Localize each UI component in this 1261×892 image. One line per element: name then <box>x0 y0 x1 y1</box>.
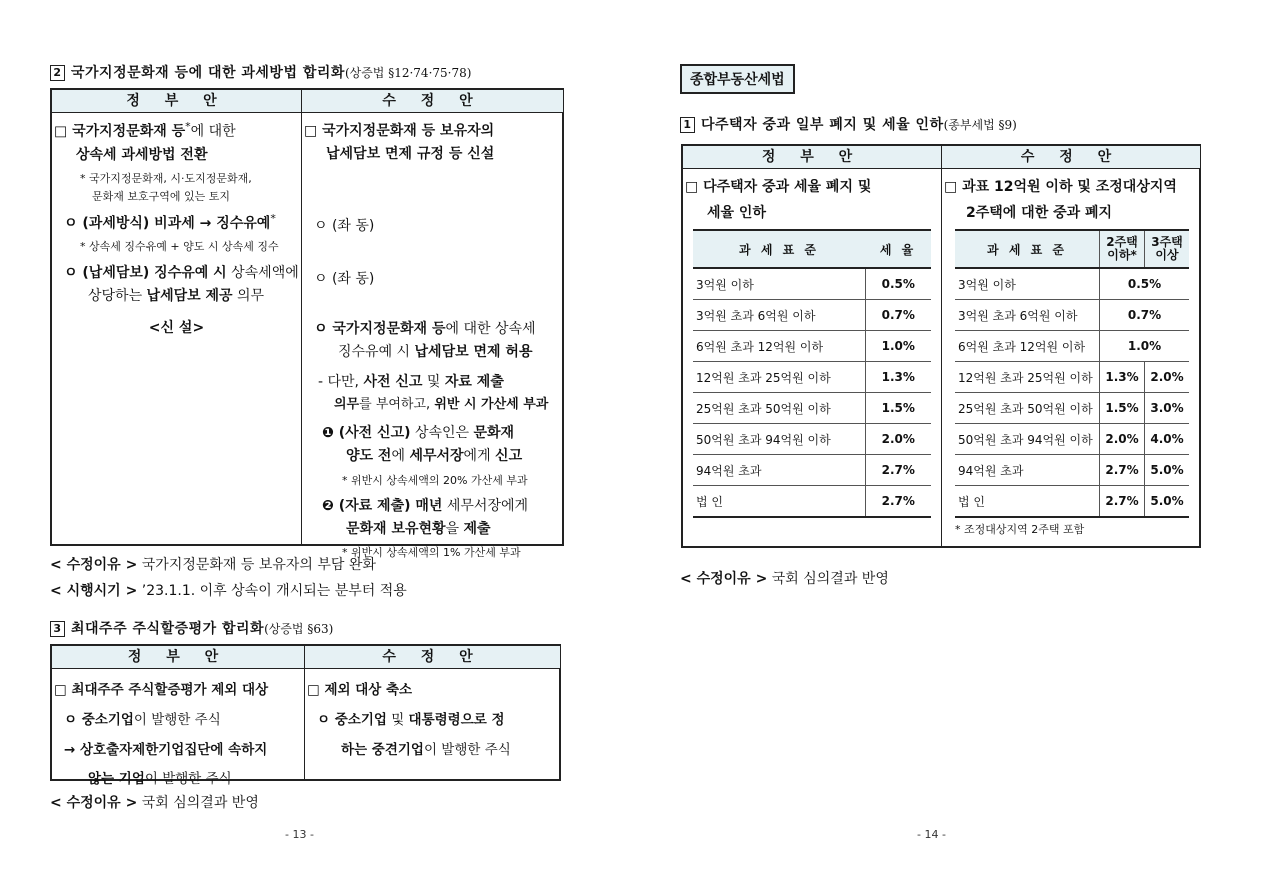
rate-cell: 5.0% <box>1145 486 1189 518</box>
section-1-title: 1 다주택자 중과 일부 폐지 및 세율 인하(종부세법 §9) <box>680 114 1017 134</box>
table-row <box>693 424 931 455</box>
table-row <box>693 268 931 300</box>
tax-base-cell: 법 인 <box>955 486 1100 518</box>
rev-table-note: * 조정대상지역 2주택 포함 <box>955 523 1085 536</box>
rate-cell: 1.5% <box>1100 393 1145 424</box>
tax-base-cell: 6억원 초과 12억원 이하 <box>955 331 1100 362</box>
table-row <box>693 300 931 331</box>
rate-cell: 2.0% <box>1100 424 1145 455</box>
tax-base-cell: 3억원 이하 <box>955 268 1100 300</box>
table-row <box>693 486 931 518</box>
column-divider <box>301 113 302 544</box>
section-2-title: 2 국가지정문화재 등에 대한 과세방법 합리화(상증법 §12·74·75·78) <box>50 62 471 82</box>
table-row <box>955 486 1189 518</box>
column-divider <box>304 669 305 779</box>
table-row <box>693 455 931 486</box>
gov-column: □ 국가지정문화재 등*에 대한 상속세 과세방법 전환 * 국가지정문화재, 시·도지정문화재, 문화재 보호구역에 있는 토지 ㅇ (과세방식) 비과세 → 징수유예* * 상속세 징수유예 + 양도 시 상속세 징수 ㅇ (납세담보) 징수유예 시 상속세액에 상당하는 납세담보 제공 의무 <신 설> <box>54 120 299 337</box>
tax-base-cell: 94억원 초과 <box>693 455 865 486</box>
tax-base-cell: 12억원 초과 25억원 이하 <box>693 362 865 393</box>
rate-cell: 2.7% <box>1100 455 1145 486</box>
section-3-table <box>50 644 561 787</box>
tax-base-cell: 3억원 초과 6억원 이하 <box>955 300 1100 331</box>
rev-rate-table <box>955 229 1189 518</box>
column-divider <box>941 169 942 546</box>
section-3-reason: < 수정이유 > 국회 심의결과 반영 <box>50 795 259 811</box>
table-row <box>693 393 931 424</box>
rate-cell: 4.0% <box>1145 424 1189 455</box>
rate-cell: 2.7% <box>865 455 931 486</box>
column-header-rev: 수 정 안 <box>941 146 1200 169</box>
page-number-right: - 14 - <box>917 828 946 841</box>
gov-summary: □ 다주택자 중과 세율 폐지 및 세율 인하 <box>685 179 872 221</box>
rate-cell: 0.5% <box>865 268 931 300</box>
rate-cell: 0.7% <box>865 300 931 331</box>
column-header-gov: 정 부 안 <box>52 646 304 669</box>
section-1-table <box>681 144 1201 548</box>
tax-base-cell: 94억원 초과 <box>955 455 1100 486</box>
rate-cell: 0.7% <box>1100 300 1190 331</box>
table-row <box>693 362 931 393</box>
table-row <box>955 300 1189 331</box>
rev-summary: □ 과표 12억원 이하 및 조정대상지역 2주택에 대한 중과 폐지 <box>944 179 1177 221</box>
table-row <box>955 455 1189 486</box>
tax-base-cell: 25억원 초과 50억원 이하 <box>693 393 865 424</box>
rate-cell: 3.0% <box>1145 393 1189 424</box>
column-header-rev: 수 정 안 <box>301 90 563 113</box>
tax-base-cell: 12억원 초과 25억원 이하 <box>955 362 1100 393</box>
rate-cell: 2.0% <box>865 424 931 455</box>
rev-column: □ 국가지정문화재 등 보유자의 납세담보 면제 규정 등 신설 ㅇ (좌 동) ㅇ (좌 동) ㅇ 국가지정문화재 등에 대한 상속세 징수유예 시 납세담보 면제 허용 - 다만, 사전 신고 및 자료 제출 의무를 부여하고, 위반 시 가산세 부과 ❶ (사전 신고) 상속인은 문화재 양도 전에 세무서장에게 신고 * 위반시 상속세액의 20% 가산세 부과 ❷ (자료 제출) 매년 세무서장에게 문화재 보유현황을 제출 * 위반시 상속세액의 1% 가산세 부과 <box>304 123 549 559</box>
two-house-header: 2주택 이하* <box>1100 230 1145 268</box>
rate-cell: 2.0% <box>1145 362 1189 393</box>
tax-base-cell: 50억원 초과 94억원 이하 <box>693 424 865 455</box>
new-provision-label: <신 설> <box>148 320 205 337</box>
tax-base-cell: 3억원 이하 <box>693 268 865 300</box>
rate-cell: 2.7% <box>865 486 931 518</box>
rate-cell: 0.5% <box>1100 268 1190 300</box>
table-row <box>955 268 1189 300</box>
table-row <box>955 331 1189 362</box>
rate-cell: 1.3% <box>865 362 931 393</box>
section-3-title: 3 최대주주 주식할증평가 합리화(상증법 §63) <box>50 618 333 638</box>
column-header-rev: 수 정 안 <box>304 646 560 669</box>
tax-base-cell: 법 인 <box>693 486 865 518</box>
table-row <box>693 331 931 362</box>
tax-base-cell: 25억원 초과 50억원 이하 <box>955 393 1100 424</box>
tax-base-header: 과 세 표 준 <box>693 230 865 268</box>
rate-header: 세 율 <box>865 230 931 268</box>
section-1-reason: < 수정이유 > 국회 심의결과 반영 <box>680 571 889 587</box>
law-chip: 종합부동산세법 <box>680 64 795 94</box>
table-row <box>955 362 1189 393</box>
rate-cell: 1.5% <box>865 393 931 424</box>
tax-base-cell: 6억원 초과 12억원 이하 <box>693 331 865 362</box>
rate-cell: 1.0% <box>1100 331 1190 362</box>
rate-cell: 1.0% <box>865 331 931 362</box>
three-house-header: 3주택 이상 <box>1145 230 1189 268</box>
section-2-table <box>50 88 564 559</box>
column-header-gov: 정 부 안 <box>52 90 301 113</box>
gov-column: □ 최대주주 주식할증평가 제외 대상 ㅇ 중소기업이 발행한 주식 → 상호출자제한기업집단에 속하지 않는 기업이 발행한 주식 <box>54 682 269 787</box>
page-number-left: - 13 - <box>285 828 314 841</box>
gov-rate-table <box>693 229 931 518</box>
rate-cell: 2.7% <box>1100 486 1145 518</box>
table-row <box>955 424 1189 455</box>
rate-cell: 1.3% <box>1100 362 1145 393</box>
column-header-gov: 정 부 안 <box>683 146 941 169</box>
tax-base-header: 과 세 표 준 <box>955 230 1100 268</box>
tax-base-cell: 3억원 초과 6억원 이하 <box>693 300 865 331</box>
tax-base-cell: 50억원 초과 94억원 이하 <box>955 424 1100 455</box>
rate-cell: 5.0% <box>1145 455 1189 486</box>
section-2-effective-date: < 시행시기 > ’23.1.1. 이후 상속이 개시되는 분부터 적용 <box>50 583 407 599</box>
section-2-reason: < 수정이유 > 국가지정문화재 등 보유자의 부담 완화 <box>50 557 376 573</box>
table-row <box>955 393 1189 424</box>
rev-column: □ 제외 대상 축소 ㅇ 중소기업 및 대통령령으로 정 하는 중견기업이 발행한 주식 <box>307 682 511 758</box>
